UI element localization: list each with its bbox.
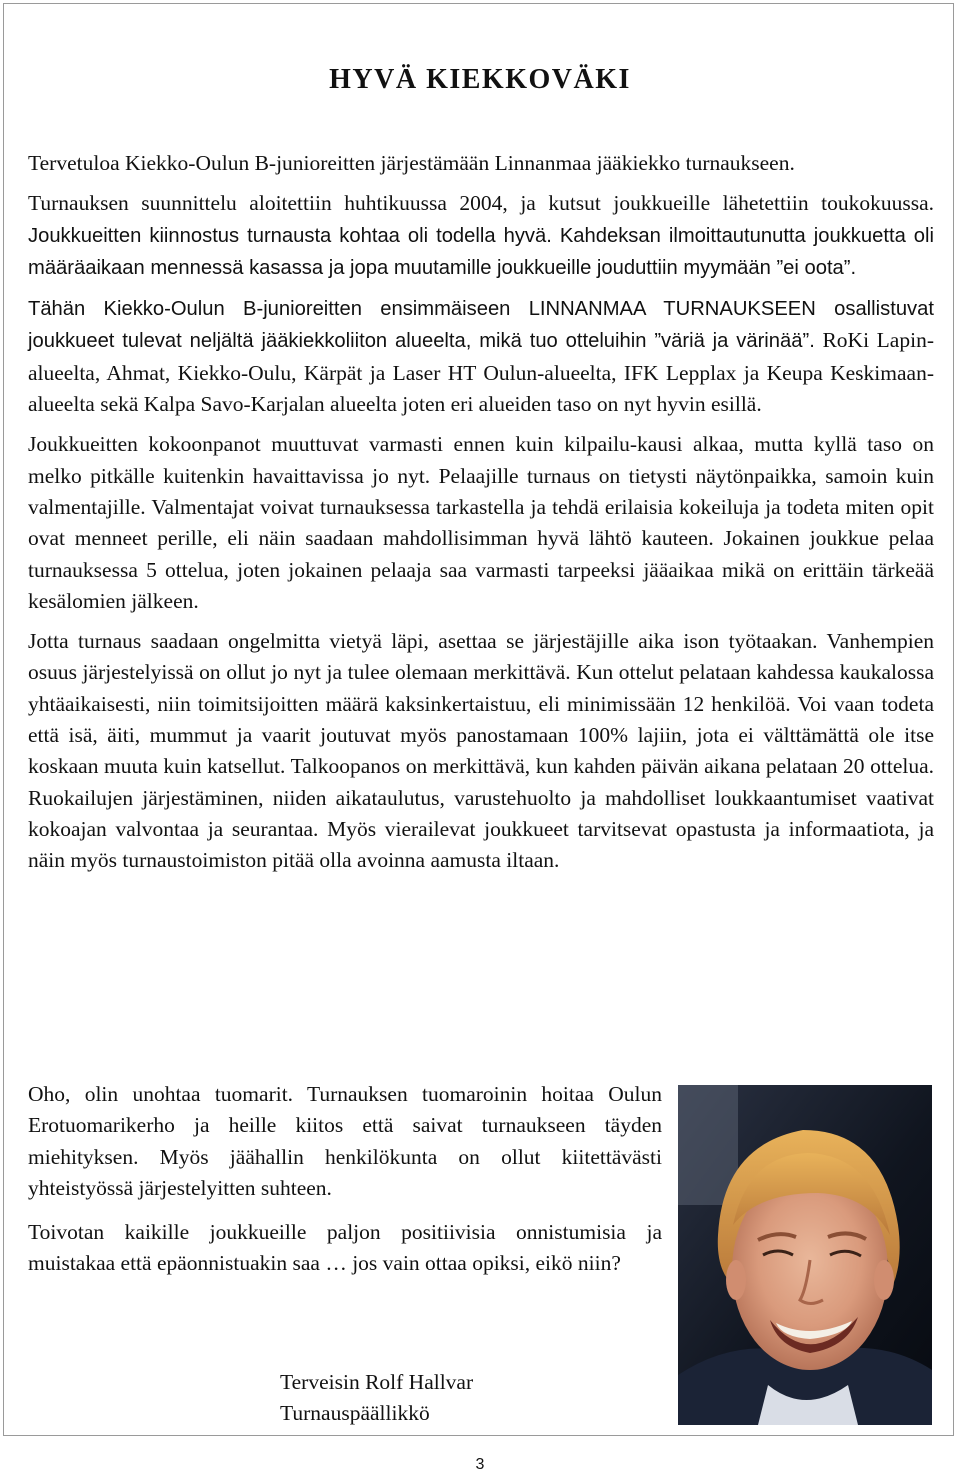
page-number: 3 [475, 1456, 485, 1473]
paragraph-organizing: Jotta turnaus saadaan ongelmitta vietyä läpi, asettaa se järjestäjille aika ison työtaakan. Vanhempien osuus järjestelyissä on ollut jo nyt ja tulee olemaan merkittävä. Kun ottelut pelataan kahdessa kaukalossa yhtäaikaisesti, niin toimitsijoitten määrä kaksinkertaistuu, eli minimissään 12 henkilöä. Voi vaan todeta että isä, äiti, mummut ja vaarit joutuvat myös panostamaan 100% lajiin, jota ei välttämättä ole itse koskaan muuta kuin katsellut. Talkoopanos on merkittävä, kun kahden päivän aikana pelataan 20 ottelua. Ruokailujen järjestäminen, niiden aikataulutus, varustehuolto ja mahdolliset loukkaantumiset vaativat kokoajan valvontaa ja seurantaa. Myös vierailevat joukkueet tarvitsevat opastusta ja informaatiota, ja näin myös turnaustoimiston pitää olla avoinna aamusta iltaan. [28, 629, 934, 873]
paragraph-wishes: Toivotan kaikille joukkueille paljon positiivisia onnistumisia ja muistakaa että epäonnistuakin saa … jos vain ottaa opiksi, eikö niin? [28, 1220, 662, 1276]
paragraph-planning-part1: Turnauksen suunnittelu aloitettiin huhtikuussa 2004, ja kutsut joukkueille lähetettiin toukokuussa. [28, 191, 934, 216]
page-title: HYVÄ KIEKKOVÄKI [329, 64, 631, 95]
author-portrait [678, 1085, 932, 1425]
article-body [28, 148, 934, 886]
paragraph-welcome: Tervetuloa Kiekko-Oulun B-junioreitten järjestämään Linnanmaa jääkiekko turnaukseen. [28, 151, 795, 175]
paragraph-teams [28, 293, 934, 420]
paragraph-teams-part2: RoKi Lapin-alueelta, Ahmat, Kiekko-Oulu, Kärpät ja Laser HT Oulun-alueelta, IFK Lepplax ja Keupa Keskimaan-alueelta sekä Kalpa Savo-Karjalan alueelta joten eri alueiden taso on nyt hyvin esillä. [28, 328, 934, 417]
closing-text [28, 1079, 662, 1293]
paragraph-planning [28, 188, 934, 284]
paragraph-rosters: Joukkueitten kokoonpanot muuttuvat varmasti ennen kuin kilpailu-kausi alkaa, mutta kyllä taso on melko pitkälle kuitenkin havaittavissa jo nyt. Pelaajille turnaus on tietysti näytönpaikka, samoin kuin valmentajille. Valmentajat voivat turnauksessa tarkastella ja tehdä erilaisia kokeiluja ja todeta miten opit ovat menneet perille, eli näin saadaan mahdollisimman hyvä lähtö kauteen. Jokainen joukkue pelaa turnauksessa 5 ottelua, joten jokainen pelaaja saa varmasti tarpeeksi jääaikaa mikä on erittäin tärkeää kesälomien jälkeen. [28, 432, 934, 613]
paragraph-planning-part2: Joukkueitten kiinnostus turnausta kohtaa oli todella hyvä. Kahdeksan ilmoittautunutta joukkuetta oli määräaikaan mennessä kasassa ja jopa muutamille joukkueille jouduttiin myymään ”ei oota”. [28, 224, 934, 279]
signature-role: Turnauspäällikkö [280, 1401, 430, 1425]
paragraph-referees: Oho, olin unohtaa tuomarit. Turnauksen tuomaroinin hoitaa Oulun Erotuomarikerho ja heille kiitos että saivat turnaukseen täyden miehityksen. Myös jäähallin henkilökunta on ollut kiitettävästi yhteistyössä järjestelyitten suhteen. [28, 1082, 662, 1200]
signature-block [280, 1367, 473, 1429]
paragraph-teams-part1: Tähän Kiekko-Oulun B-junioreitten ensimmäiseen LINNANMAA TURNAUKSEEN osallistuvat joukkueet tulevat neljältä jääkiekkoliiton alueelta, mikä tuo otteluihin ”väriä ja värinää”. [28, 298, 934, 353]
signature-greeting: Terveisin Rolf Hallvar [280, 1370, 474, 1394]
portrait-illustration [678, 1085, 932, 1425]
